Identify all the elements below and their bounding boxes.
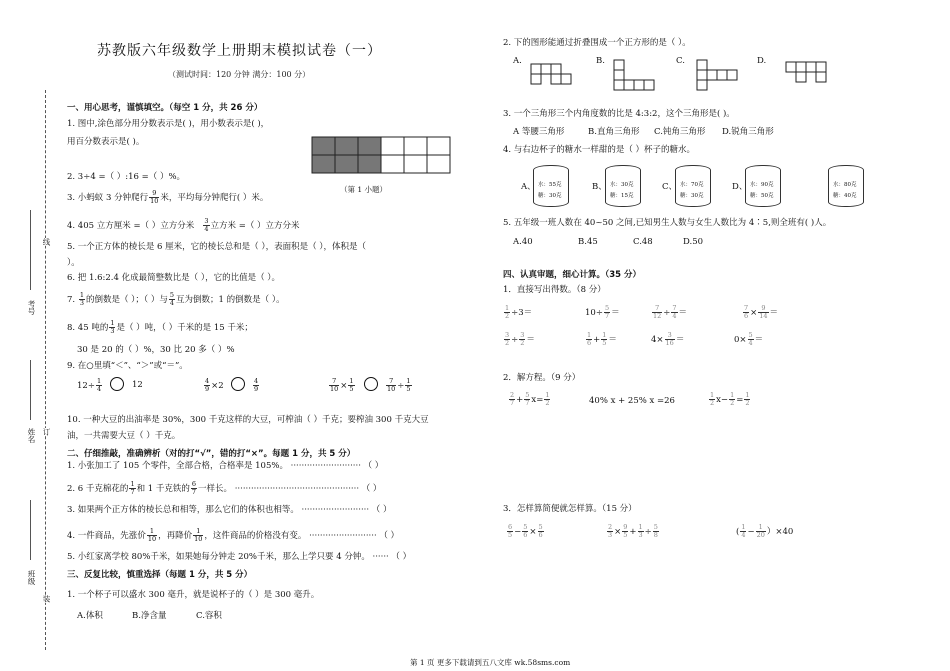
s1-q7: 7. $\frac{1}{3}$ 的倒数是（ ）；（ ）与 $\frac{5}{4}$ 互为倒数；1 的倒数是（ ）。 bbox=[67, 291, 285, 307]
cup-d-sugar: 糖：50克 bbox=[750, 193, 774, 199]
s1-q2: 2. 3÷4 =（ ）:16 =（ ）%。 bbox=[67, 172, 186, 182]
s3-q2-opt-b: B. bbox=[596, 56, 605, 66]
equation-2: 40% x + 25% x =26 bbox=[589, 396, 675, 406]
equation-3: $\frac{1}{2}$ x− $\frac{1}{2}$ = $\frac{1}{2}$ bbox=[710, 391, 750, 407]
binding-line-left bbox=[45, 90, 46, 650]
s1-q5-line1: 5. 一个正方体的棱长是 6 厘米，它的棱长总和是（ ），表面积是（ ），体积是（ bbox=[67, 242, 367, 252]
simplify-3: ( $\frac{1}{4}$ − $\frac{1}{20}$ ）×40 bbox=[736, 523, 794, 539]
s4-part1-title: 1．直接写出得数。（8 分） bbox=[503, 285, 606, 295]
section-2-title: 二、仔细推敲，准确辨析（对的打“√”，错的打“×”。每题 1 分，共 5 分） bbox=[67, 449, 356, 459]
s3-q1-opt-b: B.净含量 bbox=[132, 611, 167, 621]
s2-q4: 4. 一件商品，先涨价 $\frac{1}{10}$ ，再降价 $\frac{1}{10}$ ，这件商品的价格没有变。 ························· （ ） bbox=[67, 527, 400, 543]
s1-q1-line1: 1. 图中,涂色部分用分数表示是( )，用小数表示是( )， bbox=[67, 119, 270, 129]
cup-b bbox=[605, 165, 641, 207]
s3-q1: 1. 一个杯子可以盛水 300 毫升，就是说杯子的（ ）是 300 毫升。 bbox=[67, 590, 320, 600]
s1-q3: 3. 小蚂蚁 3 分钟爬行 $\frac{9}{10}$ 米，平均每分钟爬行( ）米。 bbox=[67, 189, 269, 205]
s3-q2-opt-c: C. bbox=[676, 56, 685, 66]
s2-q3: 3. 如果两个正方体的棱长总和相等，那么它们的体积也相等。 ························· （ ） bbox=[67, 505, 392, 515]
cup-d bbox=[745, 165, 781, 207]
fraction-grid-figure bbox=[312, 137, 450, 173]
cup-reference bbox=[828, 165, 864, 207]
s1-q6: 6. 把 1.6:2.4 化成最简整数比是（ ），它的比值是（ ）。 bbox=[67, 273, 281, 283]
s1-q1-line2: 用百分数表示是( )。 bbox=[67, 137, 145, 147]
s4-part3-title: 3．怎样算简便就怎样算。（15 分） bbox=[503, 504, 637, 514]
cup-c-sugar: 糖：30克 bbox=[680, 193, 704, 199]
s1-q5-line2: ）。 bbox=[67, 258, 80, 268]
s1-q9b: $\frac{4}{9}$ ×2 bbox=[205, 377, 224, 393]
compare-circle-b[interactable] bbox=[231, 377, 245, 391]
s3-q4-opt-b: B、 bbox=[592, 182, 607, 192]
net-figure-a bbox=[531, 64, 591, 92]
s2-q2: 2. 6 千克棉花的 $\frac{1}{7}$ 和 1 千克铁的 $\frac{6}{7}$ 一样长。 ·············································· （ ） bbox=[67, 480, 382, 496]
fig-caption: （第 1 小题） bbox=[340, 185, 388, 194]
s3-q3-opt-a: A 等腰三角形 bbox=[513, 127, 565, 137]
s1-q9c-right: $\frac{7}{10}$ ÷ $\frac{1}{5}$ bbox=[387, 377, 411, 393]
s1-q8: 8. 45 吨的 $\frac{1}{3}$ 是（ ）吨，（ ）千米的是 15 千米； bbox=[67, 319, 253, 335]
s1-q10-line2: 油，一共需要大豆（ ）千克。 bbox=[67, 431, 181, 441]
margin-label-xingming: 姓名 bbox=[27, 428, 36, 443]
margin-label-banji: 班级 bbox=[27, 570, 36, 585]
s1-q8-line2: 30 是 20 的（ ）%，30 比 20 多（ ）% bbox=[77, 345, 235, 355]
s3-q5-opt-b: B.45 bbox=[578, 237, 598, 247]
calc-r2-3: 4× $\frac{3}{16}$ ＝ bbox=[651, 331, 685, 347]
s2-q1: 1. 小张加工了 105 个零件，全部合格，合格率是 105%。 ·························· （ ） bbox=[67, 461, 384, 471]
margin-label-zhuang: 装 bbox=[42, 595, 51, 603]
margin-label-xian: 线 bbox=[42, 238, 51, 246]
s3-q5-opt-a: A.40 bbox=[513, 237, 533, 247]
calc-r2-2: $\frac{1}{6}$ + $\frac{1}{5}$ ＝ bbox=[587, 331, 617, 347]
cup-ref-water: 水：80克 bbox=[833, 182, 857, 188]
page-footer: 第 1 页 更多下载请到五八文库 wk.58sms.com bbox=[410, 658, 571, 667]
calc-r2-1: $\frac{3}{2}$ ÷ $\frac{3}{2}$ ＝ bbox=[505, 331, 535, 347]
s2-q5: 5. 小红家离学校 80%千米，如果她每分钟走 20%千米，那么上学只要 4 分钟。 ······ （ ） bbox=[67, 552, 412, 562]
s3-q5-opt-d: D.50 bbox=[683, 237, 704, 247]
section-3-title: 三、反复比较，慎重选择（每题 1 分，共 5 分） bbox=[67, 570, 253, 580]
paper-title: 苏教版六年级数学上册期末模拟试卷（一） bbox=[97, 43, 382, 59]
s1-q9a: 12÷ $\frac{1}{4}$ bbox=[77, 377, 102, 393]
cup-c bbox=[675, 165, 711, 207]
s3-q2: 2. 下的图形能通过折叠围成一个正方形的是（ ）。 bbox=[503, 38, 691, 48]
calc-r1-4: $\frac{7}{6}$ × $\frac{9}{14}$ ＝ bbox=[744, 304, 779, 320]
section-1-title: 一、用心思考，谨慎填空。（每空 1 分，共 26 分） bbox=[67, 103, 263, 113]
cup-c-water: 水：70克 bbox=[680, 182, 704, 188]
margin-label-ding: 订 bbox=[42, 428, 51, 436]
net-figure-c bbox=[697, 60, 757, 94]
s3-q1-opt-a: A.体积 bbox=[77, 611, 103, 621]
s3-q4-opt-a: A、 bbox=[521, 182, 536, 192]
net-figure-d bbox=[786, 62, 846, 90]
s3-q3-opt-b: B.直角三角形 bbox=[588, 127, 640, 137]
margin-underline-banji bbox=[30, 500, 31, 560]
section-4-title: 四、认真审题，细心计算。（35 分） bbox=[503, 270, 642, 280]
compare-circle-a[interactable] bbox=[110, 377, 124, 391]
paper-subtitle: （测试时间：120 分钟 满分：100 分） bbox=[168, 70, 311, 79]
s1-q10-line1: 10. 一种大豆的出油率是 30%，300 千克这样的大豆，可榨油（ ）千克；要榨油 300 千克大豆 bbox=[67, 415, 429, 425]
calc-r1-1: $\frac{1}{2}$ ÷3＝ bbox=[505, 304, 533, 320]
margin-label-kaohao: 考号 bbox=[27, 300, 36, 315]
s3-q3-opt-d: D.锐角三角形 bbox=[722, 127, 774, 137]
compare-circle-c[interactable] bbox=[364, 377, 378, 391]
s3-q2-opt-a: A. bbox=[513, 56, 522, 66]
cup-b-sugar: 糖：15克 bbox=[610, 193, 634, 199]
s3-q2-opt-d: D. bbox=[757, 56, 767, 66]
simplify-1: $\frac{6}{5}$ − $\frac{5}{6}$ × $\frac{5}{6}$ bbox=[508, 523, 543, 539]
s3-q4-opt-d: D、 bbox=[732, 182, 748, 192]
margin-underline-kaohao bbox=[30, 210, 31, 290]
s1-q9c: $\frac{7}{10}$ × $\frac{1}{5}$ bbox=[330, 377, 354, 393]
s3-q5-opt-c: C.48 bbox=[633, 237, 653, 247]
cup-a-water: 水：55克 bbox=[538, 182, 562, 188]
cup-d-water: 水：90克 bbox=[750, 182, 774, 188]
margin-underline-xingming bbox=[30, 360, 31, 420]
cup-a bbox=[533, 165, 569, 207]
s3-q3: 3. 一个三角形三个内角度数的比是 4:3:2，这个三角形是( )。 bbox=[503, 109, 735, 119]
s3-q4: 4. 与右边杯子的糖水一样甜的是（ ）杯子的糖水。 bbox=[503, 145, 696, 155]
s3-q4-opt-c: C、 bbox=[662, 182, 678, 192]
cup-b-water: 水：30克 bbox=[610, 182, 634, 188]
s3-q5: 5. 五年级一班人数在 40~50 之间,已知男生人数与女生人数比为 4∶5,则全班有( )人。 bbox=[503, 218, 832, 228]
s1-q9b-right: $\frac{4}{9}$ bbox=[254, 377, 259, 393]
equation-1: $\frac{2}{7}$ + $\frac{5}{7}$ x= $\frac{1}{2}$ bbox=[510, 391, 550, 407]
fraction-grid-svg bbox=[312, 137, 450, 173]
net-figure-b bbox=[614, 60, 674, 94]
cup-ref-sugar: 糖：40克 bbox=[833, 193, 857, 199]
s4-part2-title: 2．解方程。（9 分） bbox=[503, 373, 581, 383]
s3-q1-opt-c: C.容积 bbox=[196, 611, 222, 621]
calc-r2-4: 0× $\frac{5}{4}$ ＝ bbox=[734, 331, 764, 347]
cup-a-sugar: 糖：30克 bbox=[538, 193, 562, 199]
s3-q3-opt-c: C.钝角三角形 bbox=[654, 127, 706, 137]
calc-r1-2: 10÷ $\frac{5}{7}$ ＝ bbox=[585, 304, 620, 320]
calc-r1-3: $\frac{7}{12}$ ÷ $\frac{7}{4}$ ＝ bbox=[653, 304, 688, 320]
s1-q9a-right: 12 bbox=[132, 380, 143, 390]
s1-q4: 4. 405 立方厘米 =（ ）立方分米 $\frac{3}{4}$ 立方米 =（ ）立方分米 bbox=[67, 217, 300, 233]
s1-q9: 9. 在○里填“＜”、“＞”或“＝”。 bbox=[67, 361, 188, 371]
simplify-2: $\frac{2}{3}$ × $\frac{9}{5}$ + $\frac{1}{3}$ ÷ $\frac{5}{8}$ bbox=[608, 523, 658, 539]
